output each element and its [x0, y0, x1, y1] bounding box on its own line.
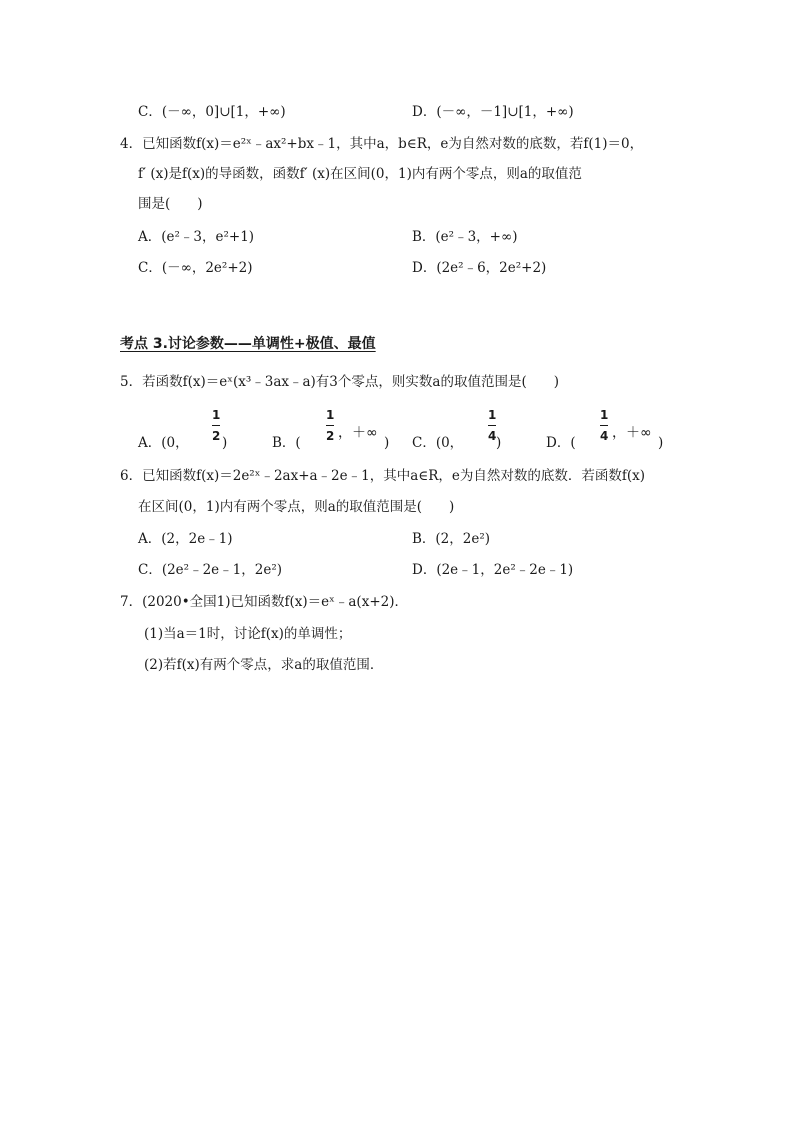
numerator: 1: [326, 408, 335, 422]
q4-option-c: C．(－∞，2e²+2): [138, 260, 253, 276]
q5-option-b-close: ): [384, 435, 390, 451]
q4-stem-line-1: 4．已知函数f(x)＝e²ˣ﹣ax²+bx﹣1，其中a，b∈R，e为自然对数的底数，若f(1)＝0，: [120, 136, 644, 152]
q4-option-a: A．(e²﹣3，e²+1): [138, 229, 255, 245]
q5-option-d-infinity: ，＋∞: [612, 425, 652, 441]
fraction-bar: [488, 425, 496, 426]
numerator: 1: [212, 408, 221, 422]
q6-stem-line-1: 6．已知函数f(x)＝2e²ˣ﹣2ax+a﹣2e﹣1，其中a∈R，e为自然对数的底数．若函数f(x): [120, 468, 646, 484]
denominator: 4: [600, 429, 609, 443]
denominator: 2: [326, 429, 335, 443]
q5-option-d-prefix: D．(: [546, 435, 576, 451]
q4-option-b: B．(e²﹣3，+∞): [412, 229, 518, 245]
denominator: 2: [212, 429, 221, 443]
q4-stem-line-3: 围是( ): [138, 196, 203, 212]
q5-option-b-infinity: ，＋∞: [338, 425, 378, 441]
q5-option-a-suffix: ): [222, 435, 228, 451]
q3-option-d: D．(－∞，－1]∪[1，+∞): [412, 104, 574, 120]
q5-stem: 5．若函数f(x)＝eˣ(x³﹣3ax﹣a)有3个零点，则实数a的取值范围是( ): [120, 374, 559, 390]
section-heading: 考点 3.讨论参数——单调性+极值、最值: [120, 336, 376, 352]
q4-option-d: D．(2e²﹣6，2e²+2): [412, 260, 547, 276]
q7-part-2: (2)若f(x)有两个零点，求a的取值范围．: [144, 657, 384, 673]
fraction-bar: [212, 425, 220, 426]
q6-option-d: D．(2e﹣1，2e²﹣2e﹣1): [412, 562, 574, 578]
fraction-bar: [326, 425, 334, 426]
numerator: 1: [488, 408, 497, 422]
fraction-bar: [600, 425, 608, 426]
q3-option-c: C．(－∞，0]∪[1，+∞): [138, 104, 286, 120]
numerator: 1: [600, 408, 609, 422]
q5-option-c-prefix: C．(0，: [412, 435, 464, 451]
q5-option-d-fraction: [600, 408, 608, 443]
q6-option-a: A．(2，2e﹣1): [138, 531, 233, 547]
denominator: 4: [488, 429, 497, 443]
q7-stem: 7．(2020•全国1)已知函数f(x)＝eˣ﹣a(x+2)．: [120, 594, 408, 610]
q5-option-c-suffix: ): [496, 435, 502, 451]
q7-part-1: (1)当a＝1时，讨论f(x)的单调性；: [144, 626, 352, 642]
q6-option-c: C．(2e²﹣2e﹣1，2e²): [138, 562, 283, 578]
q5-option-a-prefix: A．(0，: [138, 435, 189, 451]
q4-stem-line-2: f′ (x)是f(x)的导函数，函数f′ (x)在区间(0，1)内有两个零点，则a的取值范: [138, 166, 582, 182]
q5-option-b-fraction: [326, 408, 334, 443]
q5-option-a-fraction: [212, 408, 220, 443]
q5-option-b-prefix: B．(: [272, 435, 301, 451]
q5-option-d-close: ): [658, 435, 664, 451]
q6-stem-line-2: 在区间(0，1)内有两个零点，则a的取值范围是( ): [138, 499, 455, 515]
q6-option-b: B．(2，2e²): [412, 531, 491, 547]
